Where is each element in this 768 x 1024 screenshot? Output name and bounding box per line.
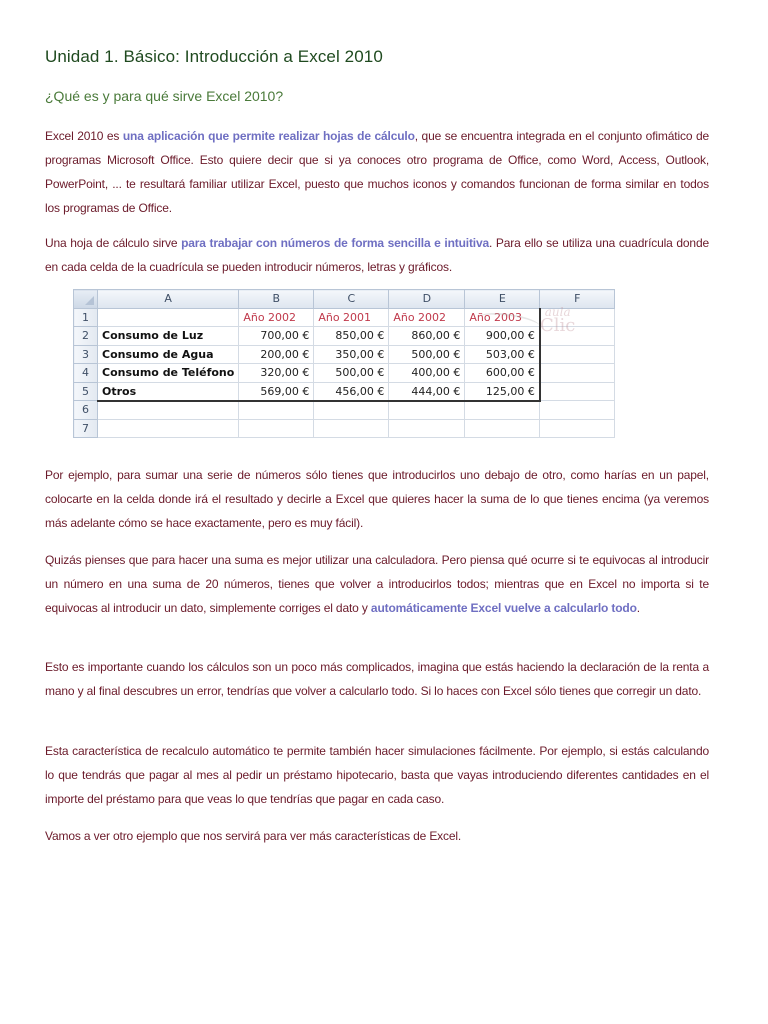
cell-value: 200,00 € xyxy=(239,345,314,364)
paragraph-calculator: Quizás pienses que para hacer una suma es mejor utilizar una calculadora. Pero piensa qué ocurre si te equivocas al introducir un número en una suma de 20 números, tienes que volver a introducirlos todos; mientras que en Excel no importa si te equivocas al introducir un dato, simplemente corriges el dato y automáticamente Excel vuelve a calcularlo todo. xyxy=(45,553,709,615)
page-title: Unidad 1. Básico: Introducción a Excel 2010 xyxy=(45,47,383,66)
column-header-d: D xyxy=(389,290,465,309)
table-row xyxy=(74,401,615,420)
column-header-b: B xyxy=(239,290,314,309)
cell-value: 900,00 € xyxy=(465,327,540,346)
cell-a1 xyxy=(98,308,239,327)
cell-empty xyxy=(314,401,389,420)
row-header: 7 xyxy=(74,419,98,438)
row-header: 3 xyxy=(74,345,98,364)
paragraph-spreadsheet-purpose: Una hoja de cálculo sirve para trabajar con números de forma sencilla e intuitiva. Para ello se utiliza una cuadrícula donde en cada celda de la cuadrícula se pueden introducir números, letras y gráficos. xyxy=(45,236,709,274)
cell-empty xyxy=(98,419,239,438)
cell-value: 500,00 € xyxy=(389,345,465,364)
column-header-c: C xyxy=(314,290,389,309)
table-row xyxy=(74,382,615,401)
row-header: 4 xyxy=(74,364,98,383)
cell-empty xyxy=(465,419,540,438)
cell-year-header: Año 2002 xyxy=(389,308,465,327)
cell-value: 700,00 € xyxy=(239,327,314,346)
cell-empty xyxy=(314,419,389,438)
cell-empty xyxy=(540,364,615,383)
table-row xyxy=(74,345,615,364)
paragraph-next-example: Vamos a ver otro ejemplo que nos servirá para ver más características de Excel. xyxy=(45,829,462,843)
paragraph-sum-example: Por ejemplo, para sumar una serie de números sólo tienes que introducirlos uno debajo de otro, como harías en un papel, colocarte en la celda donde irá el resultado y decirle a Excel que quieres hacer la suma de lo que tienes encima (ya veremos más adelante cómo se hace exactamente, pero es muy fácil). xyxy=(45,468,709,530)
paragraph-simulations: Esta característica de recalculo automático te permite también hacer simulaciones fácilmente. Por ejemplo, si estás calculando lo que tendrás que pagar al mes al pedir un préstamo hipotecario, basta que vayas introduciendo diferentes cantidades en el importe del préstamo para que veas lo que tendrías que pagar en cada caso. xyxy=(45,744,709,806)
table-row xyxy=(74,419,615,438)
table-row xyxy=(74,364,615,383)
cell-year-header: Año 2003 xyxy=(465,308,540,327)
select-all-corner xyxy=(74,290,98,309)
cell-f1 xyxy=(540,308,615,327)
cell-empty xyxy=(389,419,465,438)
paragraph-intro: Excel 2010 es una aplicación que permite realizar hojas de cálculo, que se encuentra integrada en el conjunto ofimático de programas Microsoft Office. Esto quiere decir que si ya conoces otro programa de Office, como Word, Access, Outlook, PowerPoint, ... te resultará familiar utilizar Excel, puesto que muchos iconos y comandos funcionan de forma similar en todos los programas de Office. xyxy=(45,129,709,215)
cell-empty xyxy=(540,419,615,438)
cell-empty xyxy=(389,401,465,420)
cell-empty xyxy=(239,419,314,438)
spreadsheet-image xyxy=(73,289,615,438)
paragraph-complex-calculations: Esto es importante cuando los cálculos son un poco más complicados, imagina que estás haciendo la declaración de la renta a mano y al final descubres un error, tendrías que volver a calcularlo todo. Si lo haces con Excel sólo tienes que corregir un dato. xyxy=(45,660,709,698)
table-row xyxy=(74,327,615,346)
cell-value: 503,00 € xyxy=(465,345,540,364)
cell-value: 850,00 € xyxy=(314,327,389,346)
table-row xyxy=(74,308,615,327)
cell-value: 350,00 € xyxy=(314,345,389,364)
cell-label: Otros xyxy=(98,382,239,401)
cell-value: 320,00 € xyxy=(239,364,314,383)
cell-empty xyxy=(465,401,540,420)
cell-empty xyxy=(540,327,615,346)
cell-label: Consumo de Teléfono xyxy=(98,364,239,383)
cell-value: 600,00 € xyxy=(465,364,540,383)
cell-empty xyxy=(98,401,239,420)
cell-value: 500,00 € xyxy=(314,364,389,383)
cell-year-header: Año 2002 xyxy=(239,308,314,327)
column-header-e: E xyxy=(465,290,540,309)
select-all-triangle-icon xyxy=(85,296,94,305)
row-header: 1 xyxy=(74,308,98,327)
column-header-a: A xyxy=(98,290,239,309)
column-header-row xyxy=(74,290,615,309)
highlight-text: automáticamente Excel vuelve a calcularlo todo xyxy=(370,601,637,615)
cell-empty xyxy=(540,382,615,401)
cell-value: 456,00 € xyxy=(314,382,389,401)
section-subtitle: ¿Qué es y para qué sirve Excel 2010? xyxy=(45,88,284,104)
cell-value: 444,00 € xyxy=(389,382,465,401)
cell-label: Consumo de Agua xyxy=(98,345,239,364)
cell-value: 860,00 € xyxy=(389,327,465,346)
cell-empty xyxy=(540,401,615,420)
cell-value: 400,00 € xyxy=(389,364,465,383)
aulaclic-watermark: aula Clic xyxy=(540,305,576,336)
cell-empty xyxy=(239,401,314,420)
cell-year-header: Año 2001 xyxy=(314,308,389,327)
row-header: 6 xyxy=(74,401,98,420)
cell-value: 125,00 € xyxy=(465,382,540,401)
cell-label: Consumo de Luz xyxy=(98,327,239,346)
highlight-text: una aplicación que permite realizar hojas de cálculo xyxy=(122,129,415,143)
highlight-text: para trabajar con números de forma sencilla e intuitiva xyxy=(181,236,490,250)
cell-empty xyxy=(540,345,615,364)
column-header-f: F xyxy=(540,290,615,309)
row-header: 2 xyxy=(74,327,98,346)
row-header: 5 xyxy=(74,382,98,401)
cell-value: 569,00 € xyxy=(239,382,314,401)
